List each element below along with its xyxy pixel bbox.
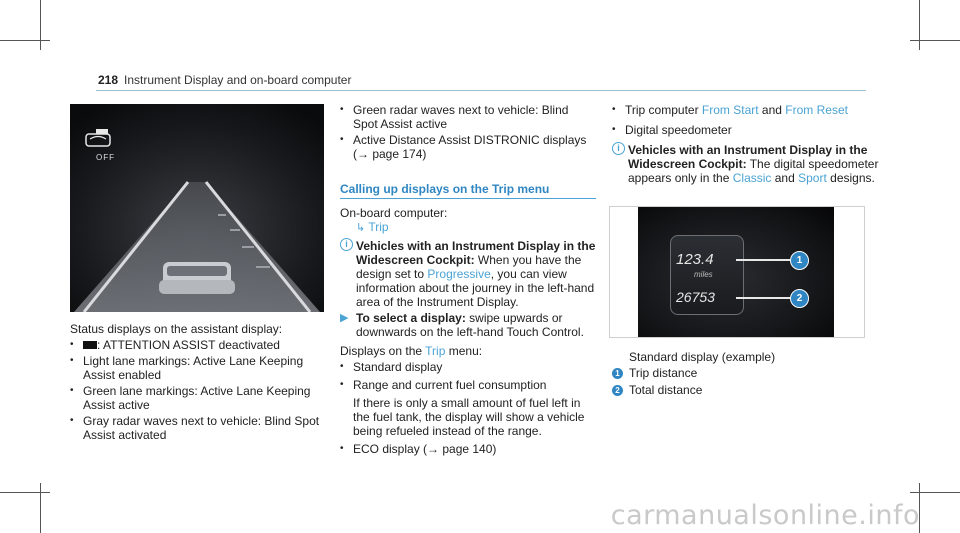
features-list xyxy=(612,103,868,137)
step-arrow-icon: ▶ xyxy=(340,312,349,324)
list-item: • ECO display (→ page 140) xyxy=(340,442,497,456)
callout-line-1 xyxy=(736,259,790,261)
figure-screen xyxy=(638,207,834,337)
crop-mark xyxy=(0,40,50,41)
crop-mark xyxy=(910,492,960,493)
callout-1: 1 xyxy=(790,251,809,270)
heading-rule xyxy=(340,198,596,199)
status-list xyxy=(70,338,324,442)
list-item: • Range and current fuel consumption If there is only a small amount of fuel left in the fuel tank, the display will show a vehicle being refueled instead of the range. xyxy=(340,378,585,438)
crop-mark xyxy=(40,0,41,50)
assistant-display-illustration xyxy=(70,104,324,312)
list-item: • Trip computer From Start and From Reset xyxy=(612,103,848,117)
status-intro: Status displays on the assistant display: xyxy=(70,322,283,336)
speedometer-note: i Vehicles with an Instrument Display in the Widescreen Cockpit: The digital speedometer appears only in the Classic and Sport designs. xyxy=(612,143,880,185)
trip-menu-link[interactable]: Trip xyxy=(368,220,389,234)
off-label: OFF xyxy=(96,153,115,162)
trip-distance-value: 123.4 xyxy=(676,251,714,268)
page-header xyxy=(98,73,868,87)
submenu-arrow-icon: ↳ xyxy=(356,222,366,234)
displays-list xyxy=(340,360,596,456)
assistant-display-image xyxy=(70,104,324,312)
attention-assist-off-icon xyxy=(83,341,97,349)
list-item: • Digital speedometer xyxy=(612,123,732,137)
list-item: • Light lane markings: Active Lane Keeping Assist enabled xyxy=(70,354,304,382)
legend-item: 2 Total distance xyxy=(612,383,702,397)
crop-mark xyxy=(910,40,960,41)
blind-spot-list xyxy=(340,103,596,161)
standard-display-figure xyxy=(609,206,865,338)
watermark: carmanualsonline.info xyxy=(610,500,920,531)
callout-line-2 xyxy=(736,297,790,299)
onboard-label: On-board computer: xyxy=(340,206,448,220)
figure-legend xyxy=(612,366,702,397)
crop-mark xyxy=(0,492,50,493)
list-item: • Gray radar waves next to vehicle: Blind Spot Assist activated xyxy=(70,414,320,442)
callout-2: 2 xyxy=(790,289,809,308)
widescreen-note: i Vehicles with an Instrument Display in the Widescreen Cockpit: When you have the design set to Progressive, you can view information about the journey in the left-hand area of the Instrument Display. xyxy=(340,239,596,309)
list-item: • Green lane markings: Active Lane Keeping Assist active xyxy=(70,384,311,412)
legend-item: 1 Trip distance xyxy=(612,366,702,380)
menu-path xyxy=(356,220,389,234)
select-display-step: ▶ To select a display: swipe upwards or downwards on the left-hand Touch Control. xyxy=(340,311,584,339)
info-icon: i xyxy=(340,238,353,251)
total-distance-value: 26753 xyxy=(676,289,715,305)
page-number: 218 xyxy=(98,73,119,87)
trip-menu-heading: Calling up displays on the Trip menu xyxy=(340,182,550,196)
displays-intro: Displays on the Trip menu: xyxy=(340,344,483,358)
section-title: Instrument Display and on-board computer xyxy=(124,73,352,87)
list-item: • : ATTENTION ASSIST deactivated xyxy=(70,338,280,352)
distance-unit: miles xyxy=(694,270,713,279)
info-icon: i xyxy=(612,142,625,155)
header-rule xyxy=(96,90,866,91)
list-item: • Green radar waves next to vehicle: Blind Spot Assist active xyxy=(340,103,569,131)
crop-mark xyxy=(40,483,41,533)
crop-mark xyxy=(919,0,920,50)
list-item: • Standard display xyxy=(340,360,443,374)
list-item: • Active Distance Assist DISTRONIC displays (→ page 174) xyxy=(340,133,587,161)
figure-caption: Standard display (example) xyxy=(629,350,776,364)
